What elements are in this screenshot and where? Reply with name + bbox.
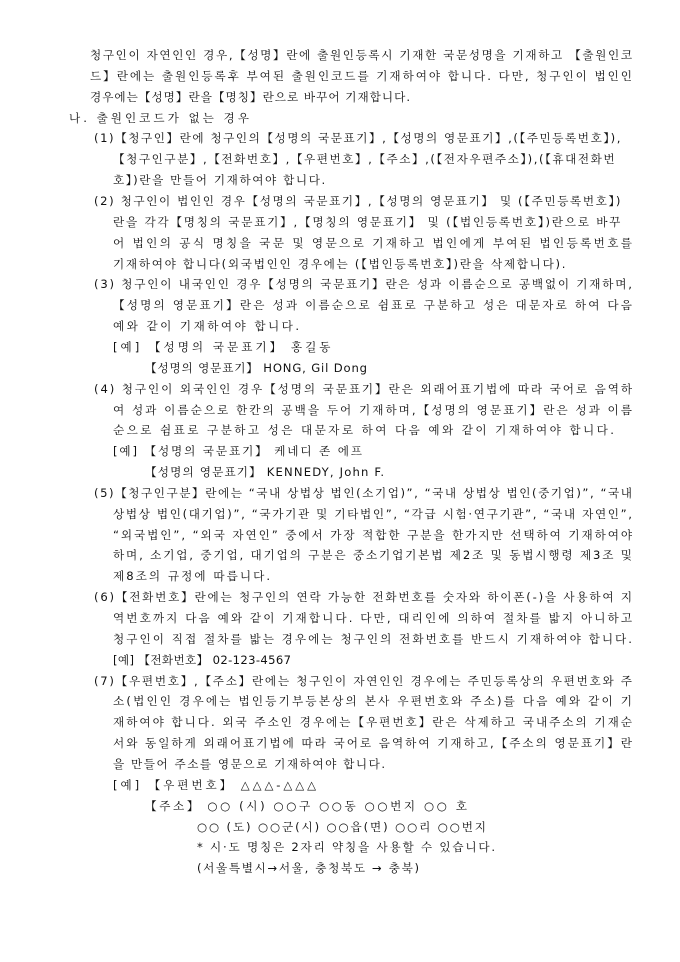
text-line: 제8조의 규정에 따릅니다. bbox=[113, 569, 273, 584]
note-line: * 시·도 명칭은 2자리 약칭을 사용할 수 있습니다. bbox=[197, 840, 497, 855]
text-line: 재하여야 합니다. 외국 주소인 경우에는【우편번호】란은 삭제하고 국내주소의 기재순 bbox=[113, 715, 634, 730]
text-line: 청구인이 직접 절차를 밟는 경우에는 청구인의 전화번호를 반드시 기재하여야 합니다. bbox=[113, 631, 635, 646]
text-line: (7)【우편번호】,【주소】란에는 청구인이 자연인인 경우에는 주민등록상의 우편번호와 주 bbox=[94, 673, 634, 688]
text-line: 【성명의 영문표기】란은 성과 이름순으로 쉼표로 구분하고 성은 대문자로 하여 다음 bbox=[113, 298, 635, 313]
text-line: 역번호까지 다음 예와 같이 기재합니다. 다만, 대리인에 의하여 절차를 밟지 아니하고 bbox=[113, 611, 635, 625]
text-line: 하며, 소기업, 중기업, 대기업의 구분은 중소기업기본법 제2조 및 동법시행령 제3조 및 bbox=[113, 548, 634, 563]
text-line: 호】)란을 만들어 기재하여야 합니다. bbox=[113, 173, 327, 188]
text-line: (2) 청구인이 법인인 경우【성명의 국문표기】,【성명의 영문표기】 및 (【주민등록번호】) bbox=[94, 194, 623, 208]
text-line: “외국법인”, “외국 자연인” 중에서 가장 적합한 구분을 한가지만 선택하여 기재하여야 bbox=[113, 527, 634, 542]
example-line: 【성명의 영문표기】 KENNEDY, John F. bbox=[145, 465, 386, 479]
text-line: 경우에는【성명】란을【명칭】란으로 바꾸어 기재합니다. bbox=[90, 89, 412, 104]
text-line: (5)【청구인구분】란에는 “국내 상법상 법인(소기업)”, “국내 상법상 법인(중기업)”, “국내 bbox=[94, 485, 634, 500]
text-line: 순으로 쉼표로 구분하고 성은 대문자로 하여 다음 예와 같이 기재하여야 합니다. bbox=[113, 423, 617, 438]
text-line: 어 법인의 공식 명칭을 국문 및 영문으로 기재하고 법인에게 부여된 법인등록번호를 bbox=[113, 235, 635, 250]
text-line: 여 성과 이름순으로 한칸의 공백을 두어 기재하며,【성명의 영문표기】란은 성과 이름 bbox=[113, 402, 635, 417]
text-line: 청구인이 자연인인 경우,【성명】란에 출원인등록시 기재한 국문성명을 기재하고 【출원인코 bbox=[90, 48, 634, 62]
example-line: 【성명의 영문표기】 HONG, Gil Dong bbox=[145, 360, 368, 375]
example-line: [예] 【전화번호】 02-123-4567 bbox=[113, 652, 292, 667]
text-line: 소(법인인 경우에는 법인등기부등본상의 본사 우편번호와 주소)를 다음 예와 같이 기 bbox=[113, 694, 635, 709]
note-line: (서울특별시→서울, 충청북도 → 충북) bbox=[197, 861, 421, 876]
text-line: (6)【전화번호】란에는 청구인의 연락 가능한 전화번호를 숫자와 하이폰(-)을 사용하여 지 bbox=[94, 590, 634, 605]
example-line: [예] 【성명의 국문표기】 홍길동 bbox=[113, 339, 334, 354]
example-line: [예] 【성명의 국문표기】 케네디 존 에프 bbox=[113, 444, 364, 459]
text-line: 드】란에는 출원인등록후 부여된 출원인코드를 기재하여야 합니다. 다만, 청구인이 법인인 bbox=[90, 68, 634, 83]
text-line: (1)【청구인】란에 청구인의【성명의 국문표기】,【성명의 영문표기】,(【주민등록번호】), bbox=[94, 131, 622, 146]
section-heading: 나. 출원인코드가 없는 경우 bbox=[69, 110, 252, 125]
text-line: 예와 같이 기재하여야 합니다. bbox=[113, 319, 302, 334]
text-line: 기재하여야 합니다(외국법인인 경우에는 (【법인등록번호】)란을 삭제합니다). bbox=[113, 256, 568, 271]
example-line: 【주소】 ○○ (시) ○○구 ○○동 ○○번지 ○○ 호 bbox=[145, 798, 470, 813]
example-line: [예] 【우편번호】 △△△-△△△ bbox=[113, 777, 319, 792]
text-line: 란을 각각【명칭의 국문표기】,【명칭의 영문표기】 및 (【법인등록번호】)란으로 바꾸 bbox=[113, 214, 623, 229]
text-line: 【청구인구분】,【전화번호】,【우편번호】,【주소】,(【전자우편주소】),(【휴대전화번 bbox=[113, 152, 617, 167]
text-line: 상법상 법인(대기업)”, “국가기관 및 기타법인”, “각급 시험·연구기관”, “국내 자연인”, bbox=[113, 506, 634, 521]
text-line: (3) 청구인이 내국인인 경우【성명의 국문표기】란은 성과 이름순으로 공백없이 기재하며, bbox=[94, 277, 634, 292]
text-line: 을 만들어 주소를 영문으로 기재하여야 합니다. bbox=[113, 756, 387, 771]
text-line: 서와 동일하게 외래어표기법에 따라 국어로 음역하여 기재하고,【주소의 영문표기】란 bbox=[113, 736, 634, 751]
text-line: (4) 청구인이 외국인인 경우【성명의 국문표기】란은 외래어표기법에 따라 국어로 음역하 bbox=[94, 381, 634, 396]
example-line: ○○ (도) ○○군(시) ○○읍(면) ○○리 ○○번지 bbox=[197, 819, 488, 834]
